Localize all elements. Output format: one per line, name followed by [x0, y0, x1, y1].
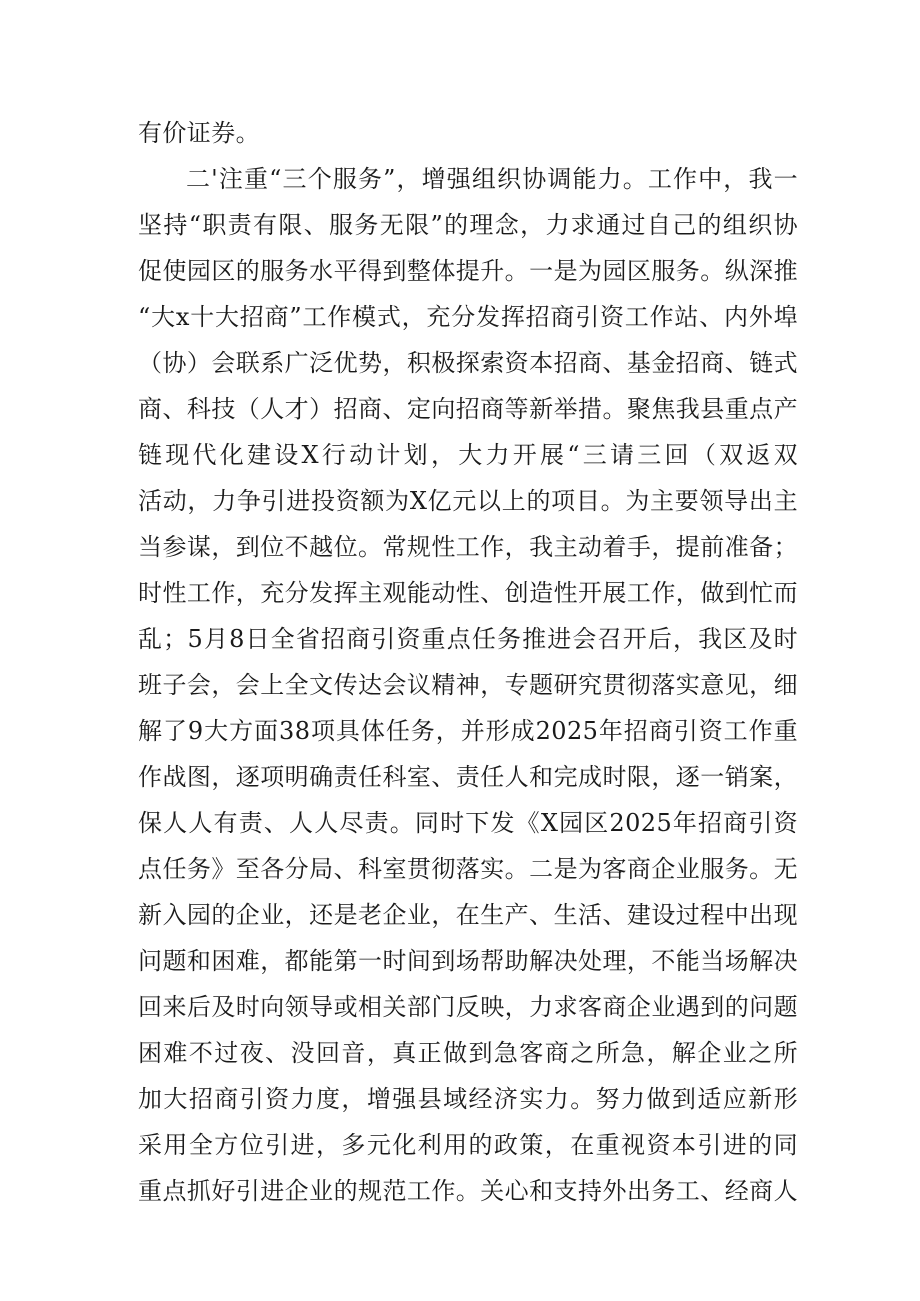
text-line-15: 作战图，逐项明确责任科室、责任人和完成时限，逐一销案， [138, 763, 798, 791]
text-line-11: 时性工作，充分发挥主观能动性、创造性开展工作，做到忙而 [138, 579, 798, 607]
text-line-22: 加大招商引资力度，增强县域经济实力。努力做到适应新形 [138, 1085, 798, 1113]
body-text [138, 110, 798, 1214]
text-line-18: 新入园的企业，还是老企业，在生产、生活、建设过程中出现 [138, 901, 798, 929]
text-line-17: 点任务》至各分局、科室贯彻落实。二是为客商企业服务。无 [138, 855, 798, 883]
text-line-13: 班子会，会上全文传达会议精神，专题研究贯彻落实意见，细 [138, 671, 798, 699]
text-line-1: 有价证券。 [138, 119, 260, 147]
text-line-16: 保人人有责、人人尽责。同时下发《X园区2025年招商引资 [138, 809, 798, 837]
text-line-19: 问题和困难，都能第一时间到场帮助解决处理，不能当场解决 [138, 947, 798, 975]
text-line-14: 解了9大方面38项具体任务，并形成2025年招商引资工作重 [138, 717, 798, 745]
text-line-24: 重点抓好引进企业的规范工作。关心和支持外出务工、经商人 [138, 1177, 798, 1205]
text-line-12: 乱；5月8日全省招商引资重点任务推进会召开后，我区及时 [138, 625, 798, 653]
text-line-2: 二'注重“三个服务”，增强组织协调能力。工作中，我一 [186, 165, 798, 193]
text-line-6: （协）会联系广泛优势，积极探索资本招商、基金招商、链式 [138, 349, 798, 377]
text-line-23: 采用全方位引进，多元化利用的政策，在重视资本引进的同 [138, 1131, 798, 1159]
text-line-21: 困难不过夜、没回音，真正做到急客商之所急，解企业之所 [138, 1039, 798, 1067]
text-line-8: 链现代化建设X行动计划，大力开展“三请三回（双返双 [138, 441, 798, 469]
text-line-10: 当参谋，到位不越位。常规性工作，我主动着手，提前准备； [138, 533, 798, 561]
text-line-4: 促使园区的服务水平得到整体提升。一是为园区服务。纵深推 [138, 257, 798, 285]
text-line-7: 商、科技（人才）招商、定向招商等新举措。聚焦我县重点产 [138, 395, 798, 423]
text-line-20: 回来后及时向领导或相关部门反映，力求客商企业遇到的问题 [138, 993, 798, 1021]
text-line-3: 坚持“职责有限、服务无限”的理念，力求通过自己的组织协 [138, 211, 798, 239]
text-line-9: 活动，力争引进投资额为X亿元以上的项目。为主要领导出主 [138, 487, 798, 515]
text-line-5: “大x十大招商”工作模式，充分发挥招商引资工作站、内外埠 [138, 303, 798, 331]
